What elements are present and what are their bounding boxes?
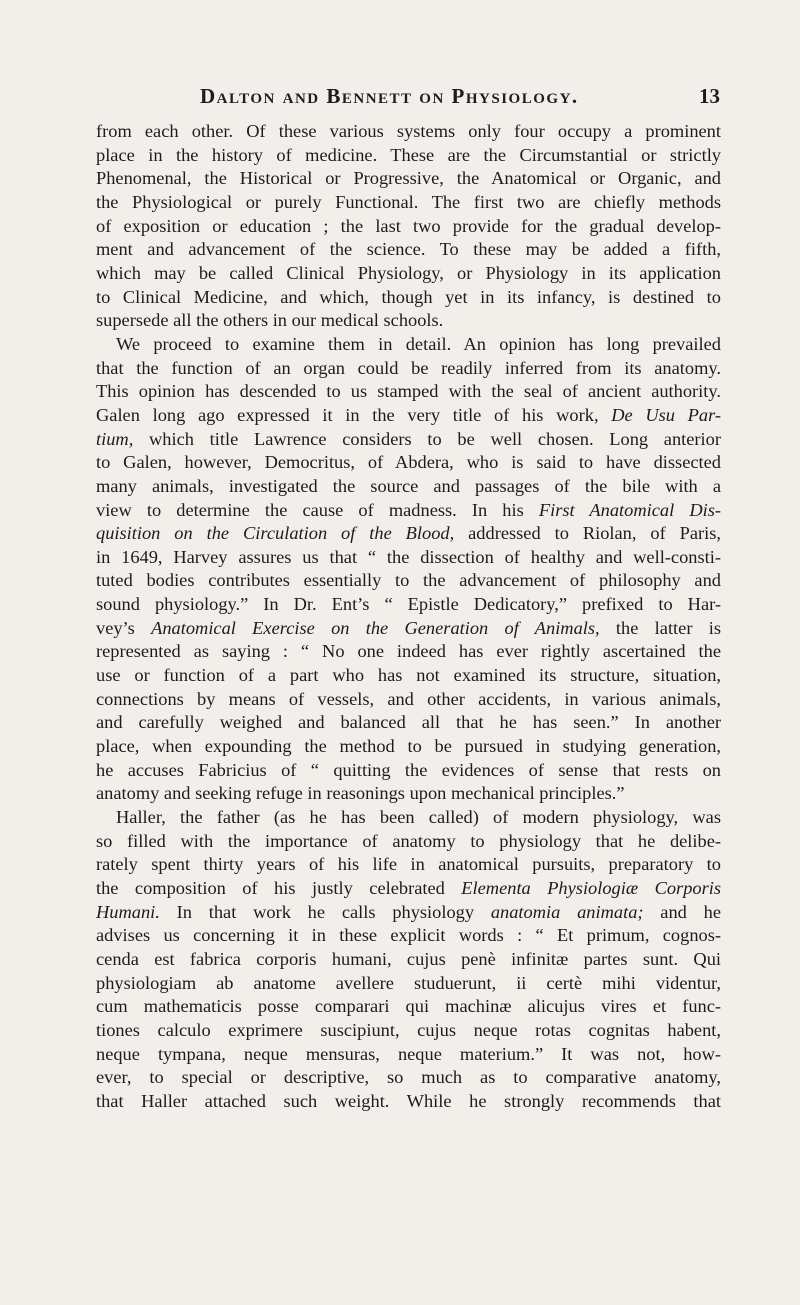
text-run: physiologiam ab anatome avellere studuerunt, ii certè mihi videntur, (96, 972, 721, 993)
text-run: place in the history of medicine. These are the Circumstantial or strictly (96, 144, 721, 165)
text-line (96, 167, 721, 191)
italic-title: First Anatomical Dis- (538, 499, 721, 520)
text-run: which may be called Clinical Physiology, or Physiology in its application (96, 262, 721, 283)
text-line (96, 546, 721, 570)
text-run: from each other. Of these various systems only four occupy a prominent (96, 121, 721, 141)
running-title: Dalton and Bennett on Physiology. (200, 84, 579, 108)
text-line (96, 1043, 721, 1067)
text-line (96, 499, 721, 523)
text-line (96, 1090, 721, 1114)
text-run: We proceed to examine them in detail. An opinion has long prevailed (116, 333, 721, 354)
text-line (96, 995, 721, 1019)
text-run: ment and advancement of the science. To these may be added a fifth, (96, 239, 721, 260)
text-run: cum mathematicis posse comparari qui machinæ alicujus vires et func- (96, 996, 721, 1017)
italic-title: quisition on the Circulation of the Blood, (96, 523, 455, 544)
text-run: Phenomenal, the Historical or Progressive, the Anatomical or Organic, and (96, 168, 721, 189)
text-run: connections by means of vessels, and other accidents, in various animals, (96, 688, 721, 709)
text-run: advises us concerning it in these explicit words : “ Et primum, cognos- (96, 925, 721, 946)
text-line (96, 759, 721, 783)
page-number: 13 (699, 84, 720, 108)
text-run: of exposition or education ; the last two provide for the gradual develop- (96, 215, 721, 236)
text-line (96, 451, 721, 475)
text-line (96, 215, 721, 239)
italic-title: Humani. (96, 901, 160, 922)
text-line (96, 806, 721, 830)
text-run: tiones calculo exprimere suscipiunt, cujus neque rotas cognitas habent, (96, 1019, 721, 1040)
italic-title: Anatomical Exercise on the Generation of Animals, (151, 617, 600, 638)
text-run: the latter is (599, 617, 721, 638)
text-line (96, 1019, 721, 1043)
text-run: vey’s (96, 617, 152, 638)
text-run: place, when expounding the method to be pursued in studying generation, (96, 736, 721, 757)
text-run: tuted bodies contributes essentially to the advancement of philosophy and (96, 570, 721, 591)
text-line (96, 475, 721, 499)
text-line (96, 309, 721, 333)
text-run: view to determine the cause of madness. In his (96, 499, 539, 520)
text-line (96, 569, 721, 593)
text-line (96, 428, 721, 452)
text-run: that Haller attached such weight. While he strongly recommends that (96, 1090, 721, 1111)
text-line (96, 972, 721, 996)
text-run: ever, to special or descriptive, so much as to comparative anatomy, (96, 1067, 721, 1088)
text-run: supersede all the others in our medical schools. (96, 310, 444, 331)
text-run: cenda est fabrica corporis humani, cujus penè infinitæ partes sunt. Qui (96, 948, 721, 969)
text-run: In that work he calls physiology (159, 901, 491, 922)
text-line (96, 711, 721, 735)
italic-title: tium, (96, 428, 134, 449)
body-text (96, 120, 721, 1114)
italic-title: Elementa Physiologiæ Corporis (461, 878, 722, 898)
text-run: that the function of an organ could be readily inferred from its anatomy. (96, 357, 721, 378)
text-run: anatomy and seeking refuge in reasonings upon mechanical principles.” (96, 783, 625, 804)
text-run: so filled with the importance of anatomy to physiology that he delibe- (96, 830, 721, 851)
text-run: and carefully weighed and balanced all that he has seen.” In another (96, 712, 721, 733)
text-line (96, 948, 721, 972)
text-line (96, 191, 721, 215)
text-line (96, 238, 721, 262)
text-run: many animals, investigated the source and passages of the bile with a (96, 475, 721, 496)
text-line (96, 380, 721, 404)
text-line (96, 617, 721, 641)
text-line (96, 1066, 721, 1090)
text-line (96, 877, 721, 901)
italic-title: anatomia animata; (490, 901, 644, 922)
text-line (96, 593, 721, 617)
text-run: he accuses Fabricius of “ quitting the evidences of sense that rests on (96, 759, 721, 780)
text-run: which title Lawrence considers to be well chosen. Long anterior (133, 428, 721, 449)
text-line (96, 120, 721, 144)
text-run: sound physiology.” In Dr. Ent’s “ Epistle Dedicatory,” prefixed to Har- (96, 594, 721, 615)
text-line (96, 782, 721, 806)
text-run: to Galen, however, Democritus, of Abdera, who is said to have dissected (96, 452, 721, 473)
text-line (96, 286, 721, 310)
text-run: rately spent thirty years of his life in anatomical pursuits, preparatory to (96, 854, 721, 875)
text-run: use or function of a part who has not examined its structure, situation, (96, 665, 721, 686)
text-run: represented as saying : “ No one indeed has ever rightly ascertained the (96, 641, 721, 662)
text-run: Haller, the father (as he has been called) of modern physiology, was (116, 807, 721, 828)
text-line (96, 640, 721, 664)
text-run: neque tympana, neque mensuras, neque materium.” It was not, how- (96, 1043, 721, 1064)
text-line (96, 688, 721, 712)
text-run: addressed to Riolan, of Paris, (454, 523, 721, 544)
text-run: This opinion has descended to us stamped with the seal of ancient authority. (96, 381, 721, 402)
italic-title: De Usu Par- (611, 404, 721, 425)
text-line (96, 664, 721, 688)
text-line (96, 522, 721, 546)
text-line (96, 144, 721, 168)
text-line (96, 735, 721, 759)
text-line (96, 924, 721, 948)
text-line (96, 901, 721, 925)
text-line (96, 262, 721, 286)
text-line (96, 853, 721, 877)
text-run: the Physiological or purely Functional. The first two are chiefly methods (96, 191, 721, 212)
text-line (96, 357, 721, 381)
text-line (96, 333, 721, 357)
text-run: in 1649, Harvey assures us that “ the dissection of healthy and well-consti- (96, 546, 721, 567)
text-line (96, 830, 721, 854)
text-run: the composition of his justly celebrated (96, 878, 462, 898)
text-run: and he (643, 901, 721, 922)
text-run: Galen long ago expressed it in the very title of his work, (96, 404, 612, 425)
text-line (96, 404, 721, 428)
text-run: to Clinical Medicine, and which, though yet in its infancy, is destined to (96, 286, 721, 307)
